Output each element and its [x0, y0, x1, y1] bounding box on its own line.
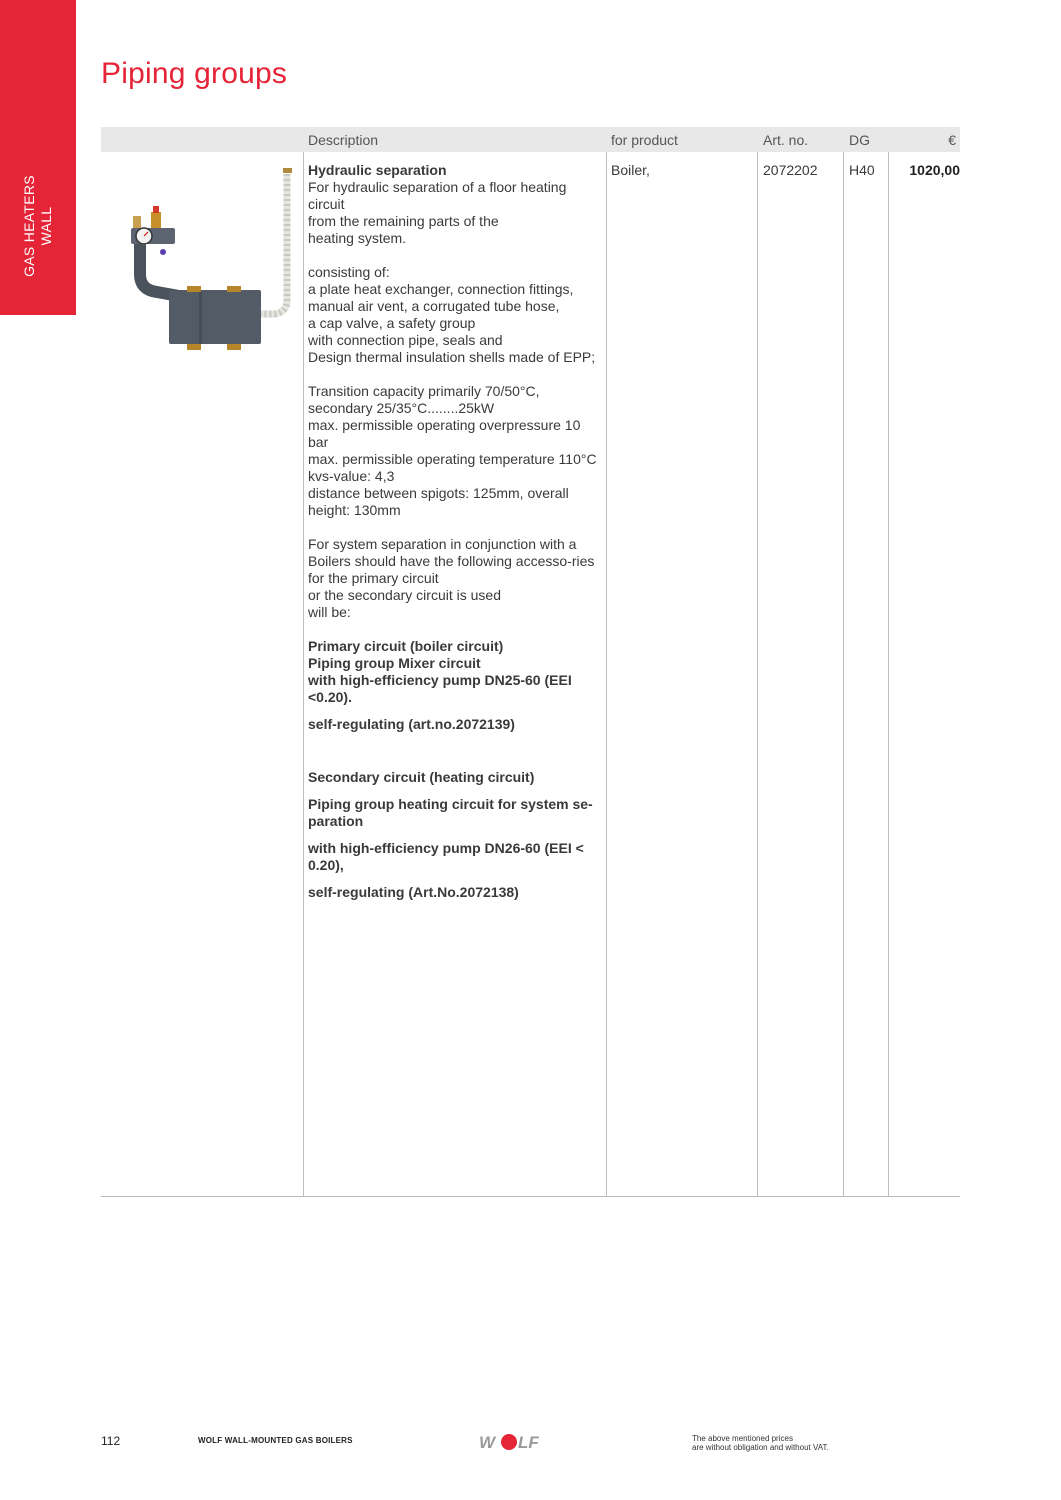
consisting-line: consisting of:: [308, 264, 390, 280]
system-sep-line: or the secondary circuit is used: [308, 587, 501, 603]
consisting-line: a plate heat exchanger, connection fittings, manual air vent, a corrugated tube hose,: [308, 281, 574, 314]
consisting-line: with connection pipe, seals and: [308, 332, 503, 348]
description-cell: [308, 162, 603, 901]
side-tab-line1: GAS HEATERS: [21, 175, 37, 277]
column-divider: [303, 152, 304, 1196]
page-title: Piping groups: [101, 57, 288, 90]
header-for-product: for product: [611, 132, 678, 148]
svg-text:LF: LF: [518, 1433, 539, 1452]
side-tab-line2: WALL: [38, 206, 54, 246]
system-sep-line: For system separation in conjunction with a Boilers should have the following accesso-ries for the primary circuit: [308, 536, 595, 586]
wolf-logo: [479, 1431, 543, 1453]
secondary-group: Piping group heating circuit for system se-paration: [308, 796, 593, 829]
table-row: [101, 152, 960, 1196]
row-title: Hydraulic separation: [308, 162, 447, 178]
spec-line: kvs-value: 4,3: [308, 468, 395, 484]
side-tab-label: [21, 175, 55, 277]
primary-line: with high-efficiency pump DN25-60 (EEI <0.20).: [308, 672, 572, 705]
secondary-pump: with high-efficiency pump DN26-60 (EEI < 0.20),: [308, 840, 584, 873]
column-divider: [843, 152, 844, 1196]
row-bottom-border: [101, 1196, 960, 1197]
header-price: €: [948, 132, 956, 148]
hydraulic-separation-image: [107, 162, 303, 352]
art-no-cell: 2072202: [763, 162, 818, 178]
secondary-regulating: self-regulating (Art.No.2072138): [308, 884, 519, 900]
footer-note-line2: are without obligation and without VAT.: [692, 1443, 829, 1452]
price-cell: 1020,00: [909, 162, 960, 178]
header-description: Description: [308, 132, 379, 148]
intro-line: heating system.: [308, 230, 407, 246]
intro-line: For hydraulic separation of a floor heating circuit: [308, 179, 567, 212]
consisting-line: a cap valve, a safety group: [308, 315, 476, 331]
column-divider: [888, 152, 889, 1196]
table-header: [101, 127, 960, 152]
primary-line: Primary circuit (boiler circuit): [308, 638, 504, 654]
dg-cell: H40: [849, 162, 875, 178]
spec-line: max. permissible operating overpressure 10 bar: [308, 417, 581, 450]
footer-note: [692, 1434, 829, 1452]
page-number: 112: [101, 1434, 121, 1448]
header-art-no: Art. no.: [763, 132, 809, 148]
header-dg: DG: [849, 132, 870, 148]
spec-line: distance between spigots: 125mm, overall height: 130mm: [308, 485, 569, 518]
primary-regulating: self-regulating (art.no.2072139): [308, 716, 515, 732]
intro-line: from the remaining parts of the: [308, 213, 499, 229]
for-product-cell: Boiler,: [611, 162, 650, 178]
spec-line: max. permissible operating temperature 110°C: [308, 451, 597, 467]
column-divider: [757, 152, 758, 1196]
secondary-title: Secondary circuit (heating circuit): [308, 769, 535, 785]
system-sep-line: will be:: [308, 604, 351, 620]
svg-text:W: W: [479, 1433, 496, 1452]
spec-line: Transition capacity primarily 70/50°C, secondary 25/35°C........25kW: [308, 383, 540, 416]
footer-note-line1: The above mentioned prices: [692, 1434, 793, 1443]
footer-brand-text: WOLF WALL-MOUNTED GAS BOILERS: [198, 1436, 353, 1445]
column-divider: [606, 152, 607, 1196]
consisting-line: Design thermal insulation shells made of EPP;: [308, 349, 596, 365]
primary-line: Piping group Mixer circuit: [308, 655, 481, 671]
side-tab: [0, 0, 76, 315]
